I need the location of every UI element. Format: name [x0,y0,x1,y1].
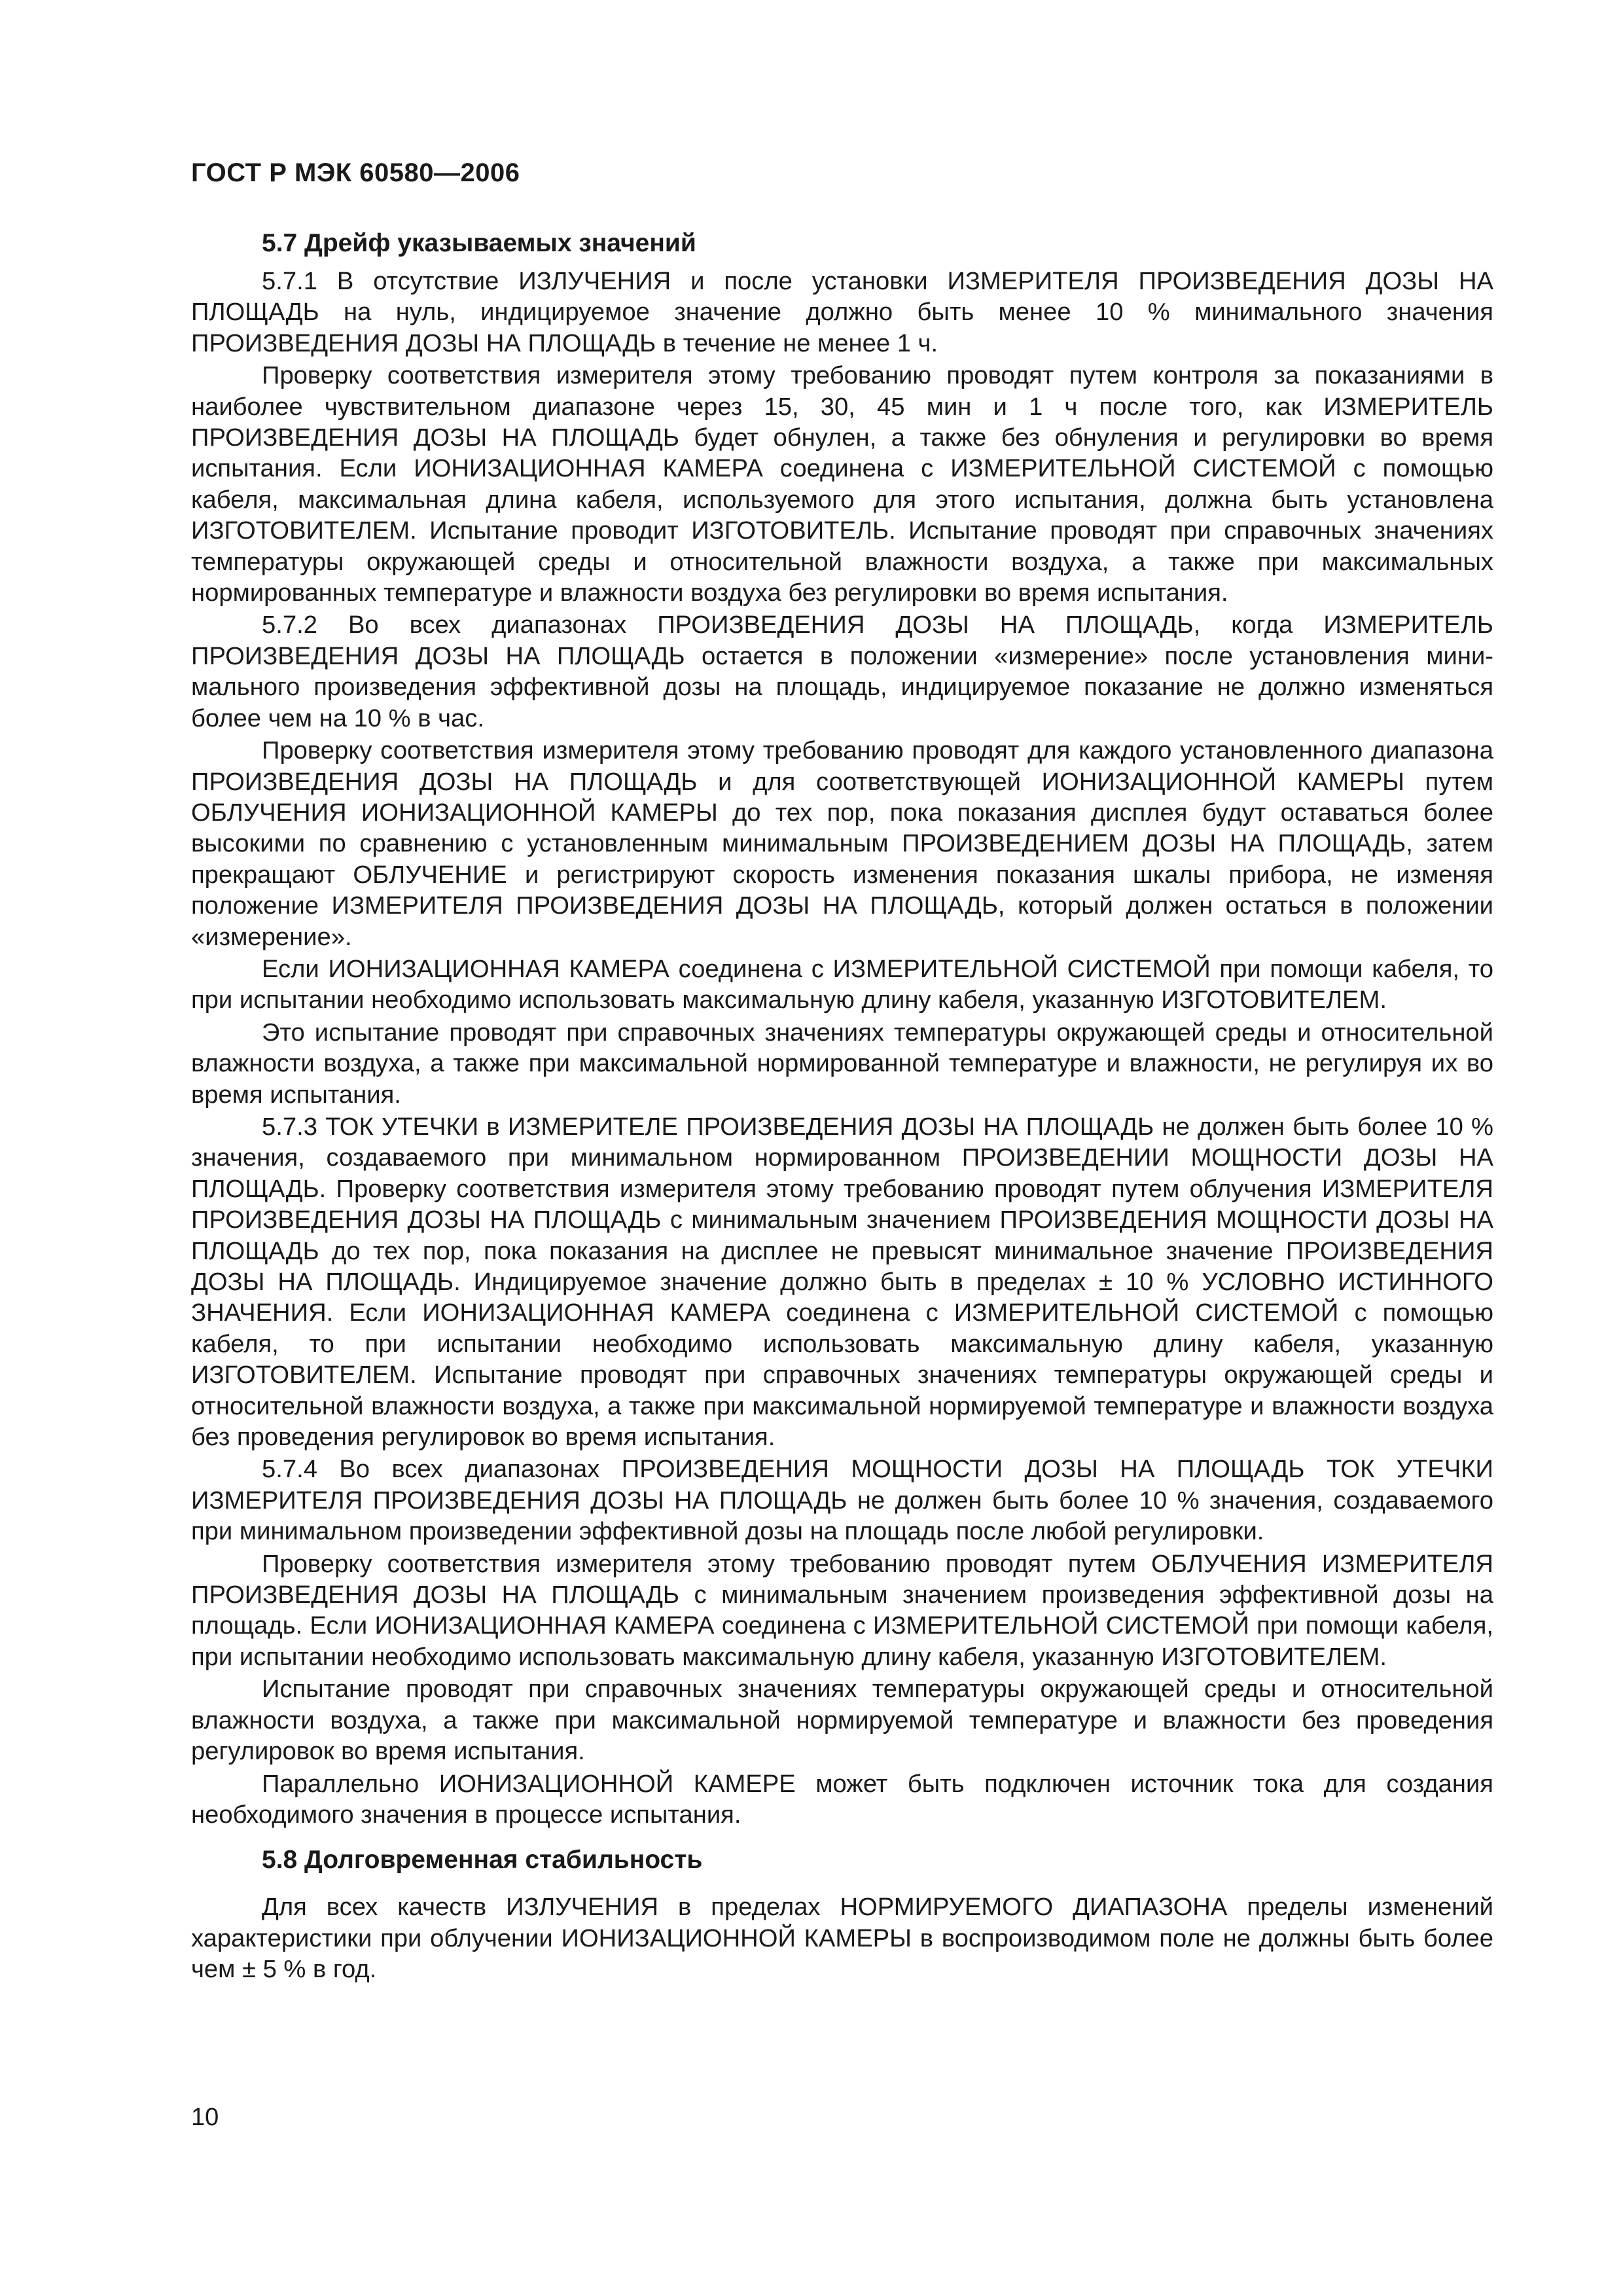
page-number: 10 [191,2104,219,2131]
document-header: ГОСТ Р МЭК 60580—2006 [191,158,520,187]
section-heading-5-7: 5.7 Дрейф указываемых значений [262,229,696,257]
paragraph: Если ИОНИЗАЦИОННАЯ КАМЕРА соединена с ИЗМЕРИТЕЛЬНОЙ СИСТЕМОЙ при помощи кабеля, то при испытании необходимо использовать максимальную длину кабеля, указанную ИЗГОТОВИТЕЛЕМ. [191,954,1493,1014]
document-page [191,157,1493,1986]
paragraph: Проверку соответствия измерителя этому требованию проводят путем ОБЛУЧЕНИЯ ИЗМЕРИТЕЛЯ ПРОИЗВЕДЕНИЯ ДОЗЫ НА ПЛОЩАДЬ с минимальным значением произведения эффективной дозы на площадь. Если ИОНИЗАЦИОННАЯ КАМЕРА соединена с ИЗМЕРИТЕЛЬНОЙ СИСТЕМОЙ при помощи кабеля, при испытании необходимо использовать максимальную длину кабеля, указанную ИЗГОТОВИТЕЛЕМ. [191,1549,1493,1671]
paragraph-5-7-4: 5.7.4 Во всех диапазонах ПРОИЗВЕДЕНИЯ МОЩНОСТИ ДОЗЫ НА ПЛОЩАДЬ ТОК УТЕЧКИ ИЗМЕРИТЕЛЯ ПРОИЗВЕДЕНИЯ ДОЗЫ НА ПЛОЩАДЬ не должен быть более 10 % значения, создаваемого при минимальном произведении эффективной дозы на площадь после любой регулировки. [191,1455,1493,1546]
paragraph: Это испытание проводят при справочных значениях температуры окружающей среды и относительной влажности воздуха, а также при максимальной нормированной температуре и влажности, не регулируя их во время испытания. [191,1018,1493,1109]
paragraph: Параллельно ИОНИЗАЦИОННОЙ КАМЕРЕ может быть подключен источник тока для создания необходимого значения в процессе испытания. [191,1769,1493,1829]
paragraph-5-7-3: 5.7.3 ТОК УТЕЧКИ в ИЗМЕРИТЕЛЕ ПРОИЗВЕДЕНИЯ ДОЗЫ НА ПЛОЩАДЬ не должен быть более 10 % значения, создаваемого при минимальном нормированном ПРОИЗВЕДЕНИИ МОЩНОСТИ ДОЗЫ НА ПЛОЩАДЬ. Проверку соответствия измерителя этому требованию проводят путем облучения ИЗМЕРИТЕЛЯ ПРОИЗВЕДЕНИЯ ДОЗЫ НА ПЛОЩАДЬ с минимальным значением ПРОИЗВЕДЕНИЯ МОЩНОСТИ ДОЗЫ НА ПЛОЩАДЬ до тех пор, пока показания на дисплее не превысят минимальное значение ПРОИЗВЕДЕНИЯ ДОЗЫ НА ПЛОЩАДЬ. Индицируемое значение должно быть в пределах ± 10 % УСЛОВНО ИСТИННОГО ЗНАЧЕНИЯ. Если ИОНИЗАЦИОННАЯ КАМЕРА соединена с ИЗМЕРИТЕЛЬНОЙ СИСТЕМОЙ с помощью кабеля, то при испытании необходимо использовать максимальную длину кабеля, указанную ИЗГОТОВИТЕЛЕМ. Испытание проводят при справочных значениях температуры окружающей среды и относительной влажности воздуха, а также при максимальной нормируемой температуре и влажности воздуха без проведения регулировок во время испытания. [191,1112,1493,1452]
paragraph: Проверку соответствия измерителя этому требованию проводят для каждого установленного диапазона ПРОИЗВЕДЕНИЯ ДОЗЫ НА ПЛОЩАДЬ и для соответствующей ИОНИЗАЦИОННОЙ КАМЕРЫ путем ОБЛУЧЕНИЯ ИОНИЗАЦИОННОЙ КАМЕРЫ до тех пор, пока показания дисплея будут оставаться более высокими по сравнению с установленным минимальным ПРОИЗВЕДЕНИЕМ ДОЗЫ НА ПЛОЩАДЬ, затем прекращают ОБЛУЧЕНИЕ и регистрируют скорость изменения показания шкалы прибора, не изменяя положение ИЗМЕРИТЕЛЯ ПРОИЗВЕДЕНИЯ ДОЗЫ НА ПЛОЩАДЬ, который должен остаться в положении «измерение». [191,736,1493,951]
section-heading-5-8: 5.8 Долговременная стабильность [262,1846,703,1874]
paragraph: Испытание проводят при справочных значениях температуры окружающей среды и относительной влажности воздуха, а также при максимальной нормируемой температуре и влажности без проведения регулировок во время испытания. [191,1675,1493,1766]
paragraph-5-7-2: 5.7.2 Во всех диапазонах ПРОИЗВЕДЕНИЯ ДОЗЫ НА ПЛОЩАДЬ, когда ИЗМЕРИТЕЛЬ ПРОИЗВЕДЕНИЯ ДОЗЫ НА ПЛОЩАДЬ остается в положении «измерение» после установления минимального произведения эффективной дозы на площадь, индицируемое показание не должно изменяться более чем на 10 % в час. [191,611,1493,732]
paragraph-5-7-1: 5.7.1 В отсутствие ИЗЛУЧЕНИЯ и после установки ИЗМЕРИТЕЛЯ ПРОИЗВЕДЕНИЯ ДОЗЫ НА ПЛОЩАДЬ на нуль, индицируемое значение должно быть менее 10 % минимального значения ПРОИЗВЕДЕНИЯ ДОЗЫ НА ПЛОЩАДЬ в течение не менее 1 ч. [191,267,1493,357]
paragraph: Проверку соответствия измерителя этому требованию проводят путем контроля за показаниями в наиболее чувствительном диапазоне через 15, 30, 45 мин и 1 ч после того, как ИЗМЕРИТЕЛЬ ПРОИЗВЕДЕНИЯ ДОЗЫ НА ПЛОЩАДЬ будет обнулен, а также без обнуления и регулировки во время испытания. Если ИОНИЗАЦИОННАЯ КАМЕРА соединена с ИЗМЕРИТЕЛЬНОЙ СИСТЕМОЙ с помощью кабеля, максимальная длина кабеля, используемого для этого испытания, должна быть установлена ИЗГОТОВИТЕЛЕМ. Испытание проводит ИЗГОТОВИТЕЛЬ. Испытание проводят при справочных значениях температуры окружающей среды и относительной влажности воздуха, а также при максимальных нормированных температуре и влажности воздуха без регулировки во время испытания. [191,361,1493,607]
paragraph-5-8: Для всех качеств ИЗЛУЧЕНИЯ в пределах НОРМИРУЕМОГО ДИАПАЗОНА пределы изменений характеристики при облучении ИОНИЗАЦИОННОЙ КАМЕРЫ в воспроизводимом поле не должны быть более чем ± 5 % в год. [191,1893,1493,1984]
